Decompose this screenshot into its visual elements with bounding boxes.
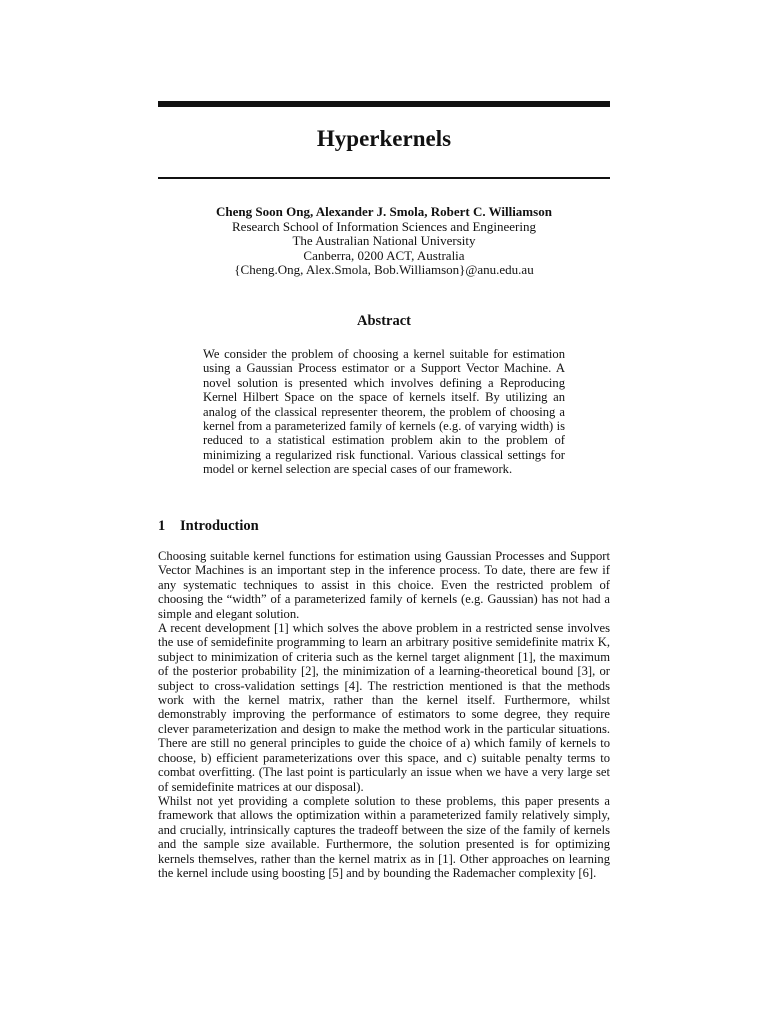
abstract-text: We consider the problem of choosing a kernel suitable for estimation using a Gaussian Process estimator or a Support Vector Machine. A novel solution is presented which involves defining a Reproducing Kernel Hilbert Space on the space of kernels itself. By utilizing an analog of the classical representer theorem, the problem of choosing a kernel from a parameterized family of kernels (e.g. of varying width) is reduced to a statistical estimation problem akin to the problem of minimizing a regularized risk functional. Various classical settings for model or kernel selection are special cases of our framework. xyxy=(203,347,565,477)
paragraph: Choosing suitable kernel functions for estimation using Gaussian Processes and Support Vector Machines is an important step in the inference process. To date, there are few if any systematic techniques to assist in this choice. Even the restricted problem of choosing the “width” of a parameterized family of kernels (e.g. Gaussian) has not had a simple and elegant solution. xyxy=(158,549,610,621)
author-emails: {Cheng.Ong, Alex.Smola, Bob.Williamson}@anu.edu.au xyxy=(234,262,534,278)
section-body xyxy=(158,549,610,880)
paragraph: A recent development [1] which solves the above problem in a restricted sense involves the use of semidefinite programming to learn an arbitrary positive semidefinite matrix K, subject to minimization of criteria such as the kernel target alignment [1], the maximum of the posterior probability [2], the minimization of a learning-theoretical bound [3], or subject to cross-validation settings [4]. The restriction mentioned is that the methods work with the kernel matrix, rather than the kernel itself. Furthermore, whilst demonstrably improving the performance of estimators to some degree, they require clever parameterization and design to make the method work in the particular situations. There are still no general principles to guide the choice of a) which family of kernels to choose, b) efficient parameterizations over this space, and c) suitable penalty terms to combat overfitting. (The last point is particularly an issue when we have a very large set of semidefinite matrices at our disposal). xyxy=(158,621,610,794)
author-block xyxy=(158,205,610,278)
affiliation-line: Research School of Information Sciences and Engineering xyxy=(232,218,536,234)
top-rule xyxy=(158,101,610,107)
affiliation-line: The Australian National University xyxy=(292,233,476,249)
author-names: Cheng Soon Ong, Alexander J. Smola, Robert C. Williamson xyxy=(216,204,552,219)
affiliation-line: Canberra, 0200 ACT, Australia xyxy=(303,247,465,263)
abstract-heading: Abstract xyxy=(357,313,411,329)
section-number: 1 xyxy=(158,518,166,534)
title-rule xyxy=(158,177,610,179)
paper-title: Hyperkernels xyxy=(316,126,452,151)
section-heading xyxy=(158,518,610,535)
section-title: Introduction xyxy=(180,518,259,534)
paragraph: Whilst not yet providing a complete solution to these problems, this paper presents a framework that allows the optimization within a parameterized family relatively simply, and crucially, intrinsically captures the tradeoff between the size of the family of kernels and the sample size available. Furthermore, the solution presented is for optimizing kernels themselves, rather than the kernel matrix as in [1]. Other approaches on learning the kernel include using boosting [5] and by bounding the Rademacher complexity [6]. xyxy=(158,793,610,880)
